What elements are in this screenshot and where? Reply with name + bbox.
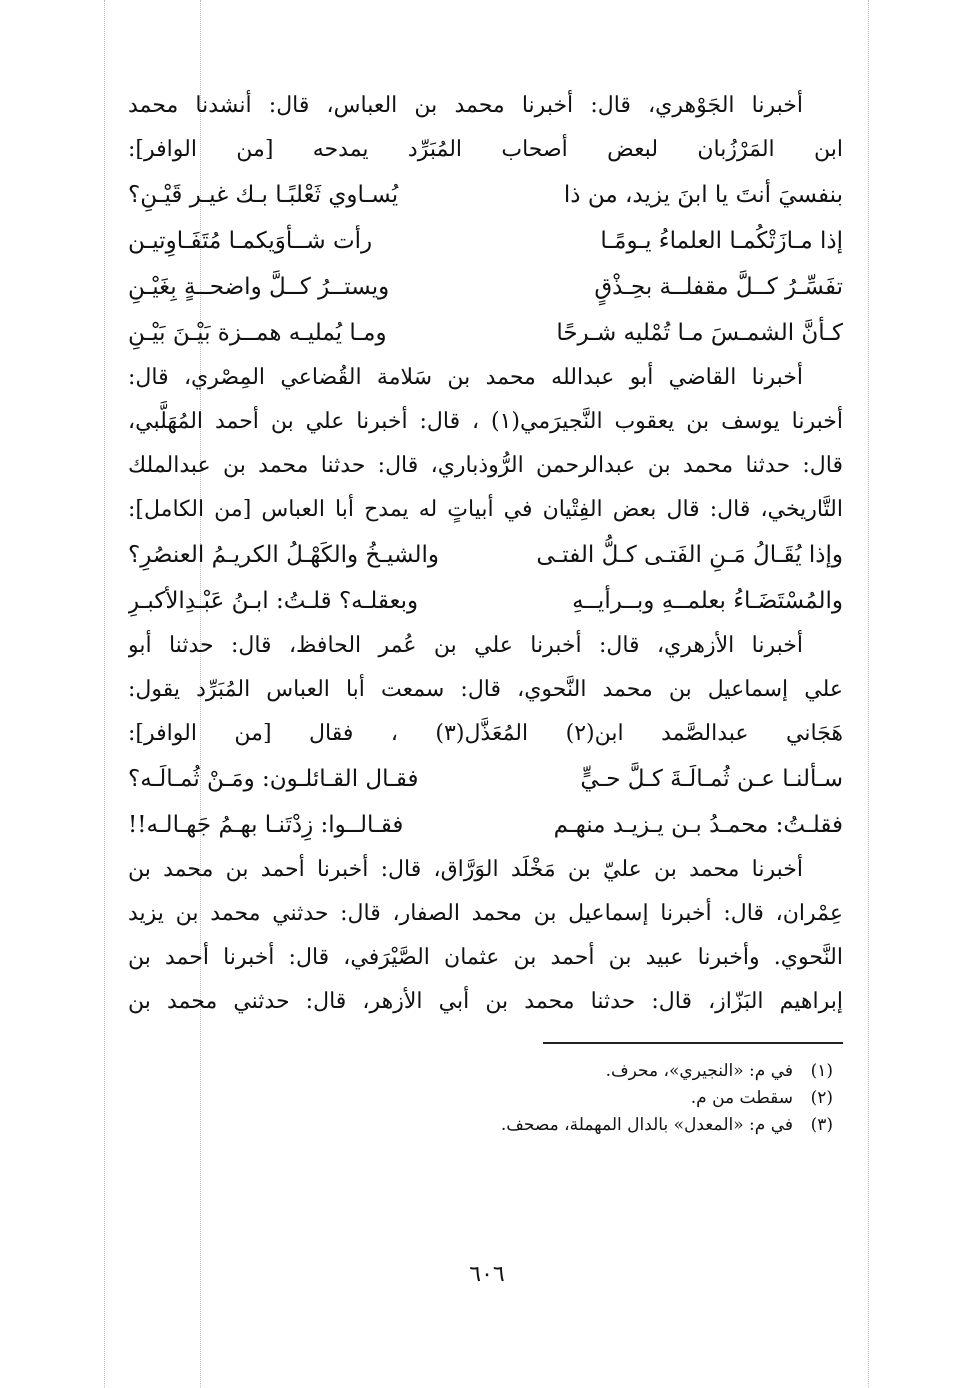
verse-first-hemistich: والمُسْتَضَـاءُ بعلمــهِ وبــرأيــهِ: [572, 588, 843, 614]
footnote-number: (١): [810, 1061, 833, 1081]
text-line: أخبرنا محمد بن عليّ بن مَخْلَد الوَرَّاق، قال: أخبرنا أحمد بن محمد بن: [128, 857, 803, 882]
text-line: النَّحوي. وأخبرنا عبيد بن أحمد بن عثمان الصَّيْرَفي، قال: أخبرنا أحمد بن: [128, 945, 843, 970]
page-number: ٦٠٦: [469, 1262, 505, 1287]
main-text: [128, 84, 843, 1024]
footnote-number: (٢): [810, 1088, 833, 1108]
verse-first-hemistich: وإذا يُقَـالُ مَـنِ الفَتـى كـلُّ الفتـى: [536, 542, 843, 568]
footnote: [128, 1058, 843, 1085]
verse-line: [128, 756, 843, 802]
verse-first-hemistich: بنفسيَ أنتَ يا ابنَ يزيد، من ذا: [563, 182, 843, 208]
verse-line: [128, 310, 843, 356]
text-line: أخبرنا الأزهري، قال: أخبرنا علي بن عُمر الحافظ، قال: حدثنا أبو: [128, 633, 803, 658]
text-line: قال: حدثنا محمد بن عبدالرحمن الرُّوذباري، قال: حدثنا محمد بن عبدالملك: [128, 453, 843, 478]
verse-second-hemistich: والشيـخُ والكَهْـلُ الكريـمُ العنصُرِ؟: [128, 542, 439, 568]
text-line: أخبرنا يوسف بن يعقوب النَّجيرَمي(١) ، قال: أخبرنا علي بن أحمد المُهَلَّبي،: [128, 409, 843, 434]
footnotes: [128, 1058, 843, 1139]
verse-line: [128, 172, 843, 218]
verse-first-hemistich: تفَسِّـرُ كــلَّ مقفلــة بحِـذْقٍ: [594, 274, 843, 300]
verse-first-hemistich: سـألنـا عـن ثُمـالَـةَ كـلَّ حـيٍّ: [580, 766, 843, 792]
text-line: أخبرنا القاضي أبو عبدالله محمد بن سَلامة القُضاعي المِصْري، قال:: [128, 365, 803, 390]
verse-first-hemistich: فقلـتُ: محمـدُ بـن يـزيـد منهـم: [553, 812, 843, 838]
verse-line: [128, 578, 843, 624]
verse-line: [128, 532, 843, 578]
margin-guide-right: [868, 0, 869, 1388]
verse-first-hemistich: كـأنَّ الشمـسَ مـا تُمْليه شـرحًا: [556, 320, 843, 346]
footnote: [128, 1085, 843, 1112]
text-line: ابن المَرْزُبان لبعض أصحاب المُبَرِّد يمدحه [من الوافر]:: [128, 137, 843, 162]
verse-second-hemistich: رأت شــأوَيكمـا مُتَفَـاوِتيـن: [128, 228, 373, 254]
verse-first-hemistich: إذا مـازَتْكُمـا العلماءُ يـومًـا: [600, 228, 843, 254]
footnote-text: في م: «المعدل» بالدال المهملة، مصحف.: [500, 1115, 793, 1135]
footnote-text: في م: «النجيري»، محرف.: [605, 1061, 793, 1081]
text-line: إبراهيم البَزّاز، قال: حدثنا محمد بن أبي الأزهر، قال: حدثني محمد بن: [128, 989, 843, 1014]
verse-line: [128, 264, 843, 310]
text-line: علي إسماعيل بن محمد النَّحوي، قال: سمعت أبا العباس المُبَرِّد يقول:: [128, 677, 843, 702]
footnote: [128, 1112, 843, 1139]
text-line: أخبرنا الجَوْهري، قال: أخبرنا محمد بن العباس، قال: أنشدنا محمد: [128, 93, 803, 118]
page-body: [128, 84, 843, 1139]
verse-second-hemistich: ومـا يُمليـه همــزة بَيْـنَ بَيْـنِ: [128, 320, 387, 346]
footnote-separator: [543, 1042, 843, 1044]
verse-second-hemistich: فقـال القـائلـون: ومَـنْ ثُمـالَـه؟: [128, 766, 419, 792]
verse-second-hemistich: وبعقلـه؟ قلـتُ: ابـنُ عَبْـدِالأكبـرِ: [128, 588, 419, 614]
text-line: هَجَاني عبدالصَّمد ابن(٢) المُعَذَّل(٣) ، فقال [من الوافر]:: [128, 721, 843, 746]
verse-second-hemistich: ويستــرُ كــلَّ واضحــةٍ بِغَيْـنِ: [128, 274, 390, 300]
verse-second-hemistich: فقـالــوا: زِدْتَنـا بهـمُ جَهـالـه!!: [128, 812, 404, 838]
verse-line: [128, 802, 843, 848]
text-line: التَّاريخي، قال: قال بعض الفِتْيان في أبياتٍ له يمدح أبا العباس [من الكامل]:: [128, 497, 843, 522]
verse-second-hemistich: يُسـاوي ثَعْلبًـا بـك غيـر قَيْـنِ؟: [128, 182, 399, 208]
margin-guide-left: [104, 0, 105, 1388]
text-line: عِمْران، قال: أخبرنا إسماعيل بن محمد الصفار، قال: حدثني محمد بن يزيد: [128, 901, 843, 926]
footnote-number: (٣): [810, 1115, 833, 1135]
footnote-text: سقطت من م.: [690, 1088, 793, 1108]
verse-line: [128, 218, 843, 264]
